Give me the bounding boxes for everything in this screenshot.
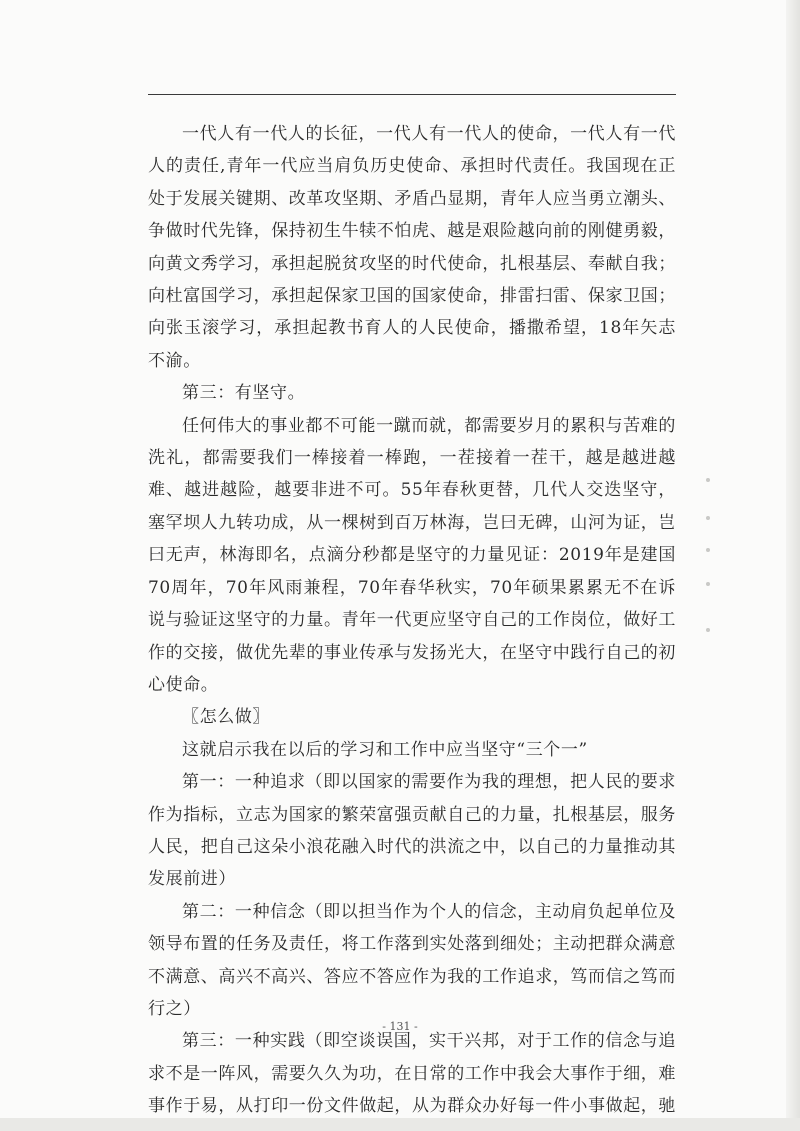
scan-margin-marks	[706, 478, 716, 648]
header-rule	[148, 94, 676, 95]
page-number: - 131 -	[382, 1020, 418, 1033]
paragraph-belief: 第二：一种信念（即以担当作为个人的信念，主动肩负起单位及领导布置的任务及责任，将工作落到实处落到细处；主动把群众满意不满意、高兴不高兴、答应不答应作为我的工作追求，笃而信之笃而行之）	[148, 901, 676, 1019]
page-edge-shadow	[786, 0, 800, 1131]
paragraph-persistence: 任何伟大的事业都不可能一蹴而就，都需要岁月的累积与苦难的洗礼，都需要我们一棒接着一棒跑，一茬接着一茬干，越是越进越难、越进越险，越要非进不可。55年春秋更替，几代人交迭坚守，塞罕坝人九转功成，从一棵树到百万林海，岂曰无碑，山河为证，岂曰无声，林海即名，点滴分秒都是坚守的力量见证：2019年是建国70周年，70年风雨兼程，70年春华秋实，70年硕果累累无不在诉说与验证这坚守的力量。青年一代更应坚守自己的工作岗位，做好工作的交接，做优先辈的事业传承与发扬光大，在坚守中践行自己的初心使命。	[148, 415, 676, 695]
paragraph-practice: 第三：一种实践（即空谈误国，实干兴邦，对于工作的信念与追求不是一阵风，需要久久为功，在日常的工作中我会大事作于细，难事作于易，从打印一份文件做起，从为群众办好每一件小事做起，驰	[148, 1031, 676, 1117]
paragraph-three-ones-intro: 这就启示我在以后的学习和工作中应当坚守“三个一”	[182, 739, 588, 760]
paragraph-pursuit: 第一：一种追求（即以国家的需要作为我的理想，把人民的要求作为指标，立志为国家的繁荣富强贡献自己的力量，扎根基层，服务人民，把自己这朵小浪花融入时代的洪流之中，以自己的力量推动其发展前进）	[148, 772, 676, 890]
paragraph-heading-how-to-do: 〖怎么做〗	[182, 707, 270, 728]
paragraph-heading-persistence: 第三：有坚守。	[182, 383, 306, 404]
paragraph-generational-mission: 一代人有一代人的长征，一代人有一代人的使命，一代人有一代人的责任,青年一代应当肩负历史使命、承担时代责任。我国现在正处于发展关键期、改革攻坚期、矛盾凸显期，青年人应当勇立潮头、争做时代先锋，保持初生牛犊不怕虎、越是艰险越向前的刚健勇毅，向黄文秀学习，承担起脱贫攻坚的时代使命，扎根基层、奉献自我；向杜富国学习，承担起保家卫国的国家使命，排雷扫雷、保家卫国；向张玉滚学习，承担起教书育人的人民使命，播撒希望，18年矢志不渝。	[148, 124, 676, 371]
document-body	[148, 118, 676, 1123]
